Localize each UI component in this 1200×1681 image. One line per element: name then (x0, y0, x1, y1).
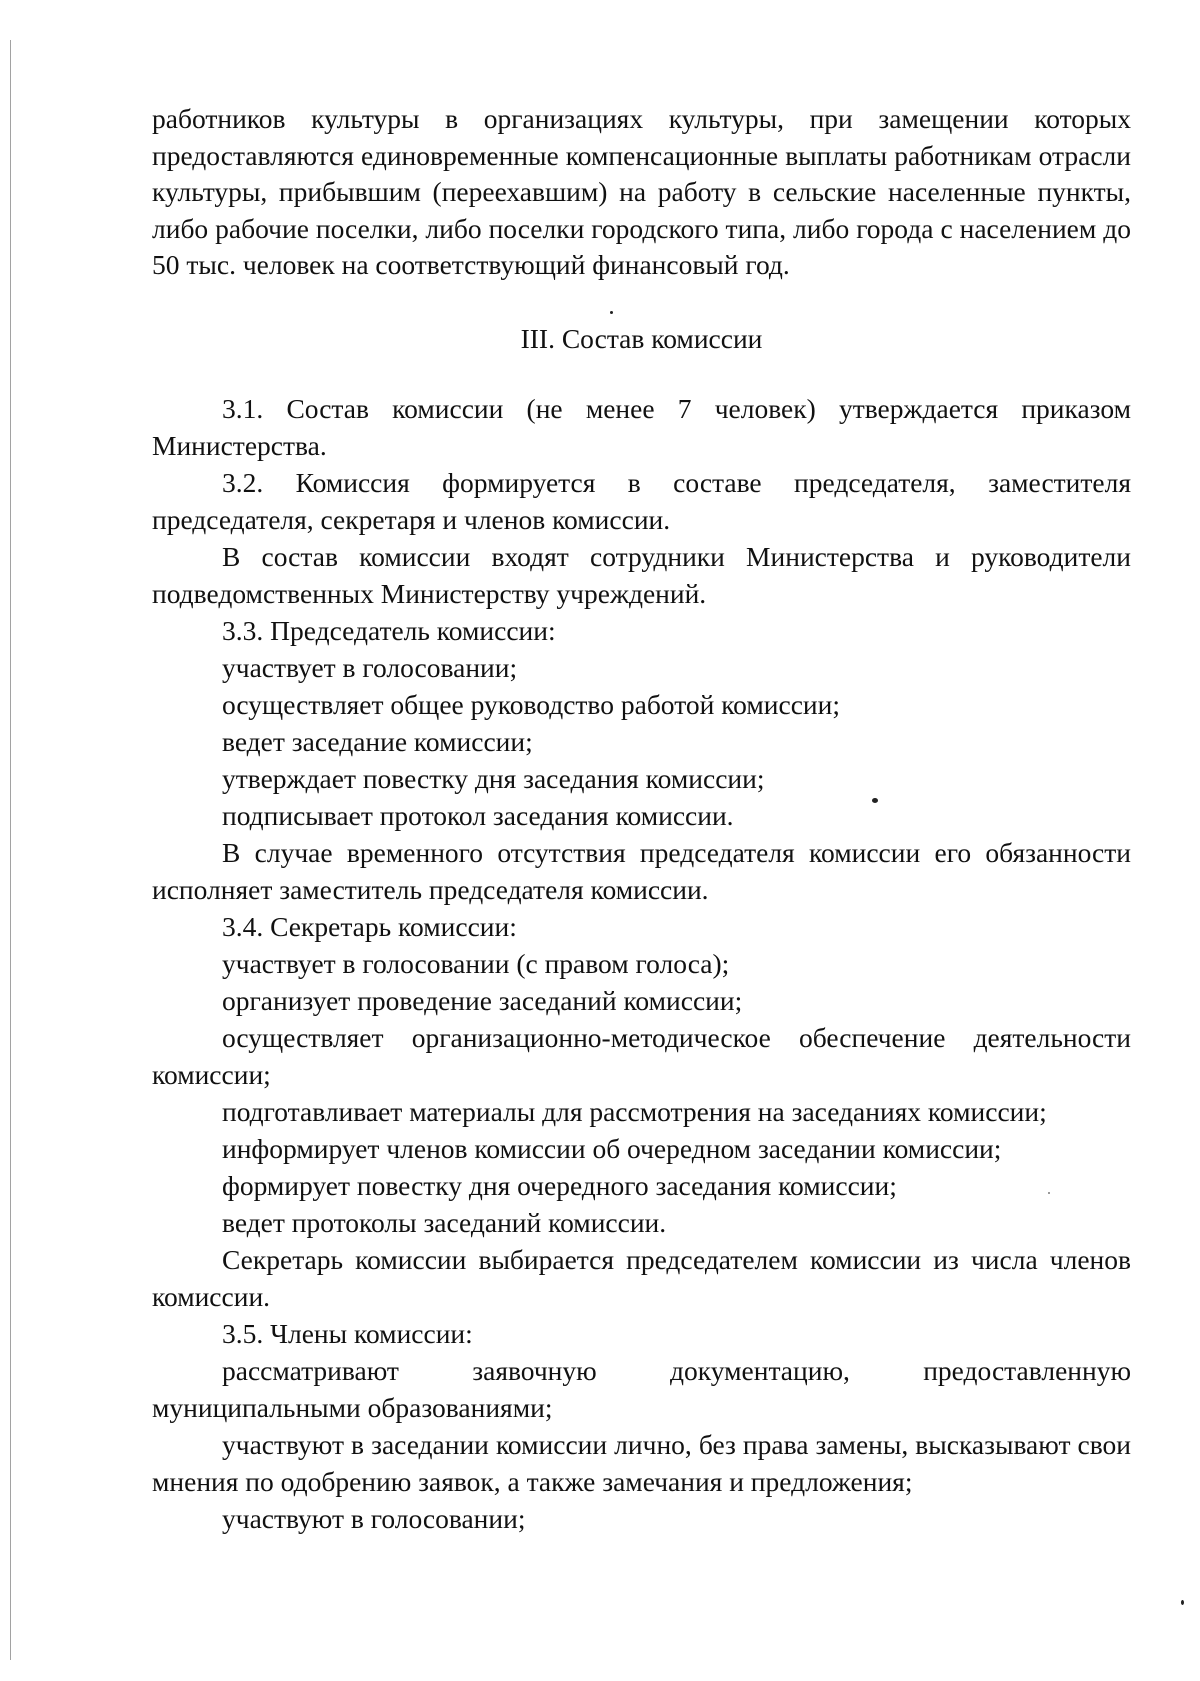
list-item: комиссии; (152, 1059, 271, 1090)
list-item: ведет заседание комиссии; (222, 726, 533, 757)
list-item: организует проведение заседаний комиссии; (222, 985, 743, 1016)
paragraph-line: подведомственных Министерству учреждений. (152, 578, 707, 609)
intro-line: работников культуры в организациях культуры, при замещении которых (152, 103, 1131, 134)
list-item: муниципальными образованиями; (152, 1392, 553, 1423)
scan-speck (872, 798, 878, 803)
list-item: подписывает протокол заседания комиссии. (222, 800, 734, 831)
intro-line: либо рабочие поселки, либо поселки городского типа, либо города с населением до (152, 213, 1131, 244)
scan-speck (1181, 1600, 1184, 1605)
paragraph-line: 3.3. Председатель комиссии: (222, 615, 556, 646)
list-item: осуществляет организационно-методическое обеспечение деятельности (222, 1022, 1131, 1053)
list-item: подготавливает материалы для рассмотрения на заседаниях комиссии; (222, 1096, 1047, 1127)
intro-line: предоставляются единовременные компенсационные выплаты работникам отрасли (152, 140, 1131, 171)
paragraph-line: 3.2. Комиссия формируется в составе председателя, заместителя (222, 467, 1131, 498)
list-item: информирует членов комиссии об очередном заседании комиссии; (222, 1133, 1002, 1164)
paragraph-line: В случае временного отсутствия председателя комиссии его обязанности (222, 837, 1131, 868)
list-item: участвуют в голосовании; (222, 1503, 526, 1534)
paragraph-line: исполняет заместитель председателя комиссии. (152, 874, 709, 905)
list-item: утверждает повестку дня заседания комиссии; (222, 763, 765, 794)
intro-line: культуры, прибывшим (переехавшим) на работу в сельские населенные пункты, (152, 176, 1131, 207)
list-item: мнения по одобрению заявок, а также замечания и предложения; (152, 1466, 913, 1497)
list-item: формирует повестку дня очередного заседания комиссии; (222, 1170, 897, 1201)
list-item: осуществляет общее руководство работой комиссии; (222, 689, 840, 720)
list-item: рассматривают заявочную документацию, предоставленную (222, 1355, 1131, 1386)
intro-line: 50 тыс. человек на соответствующий финансовый год. (152, 249, 790, 280)
paragraph-line: председателя, секретаря и членов комиссии. (152, 504, 671, 535)
list-item: участвует в голосовании; (222, 652, 518, 683)
list-item: ведет протоколы заседаний комиссии. (222, 1207, 667, 1238)
paragraph-line: 3.1. Состав комиссии (не менее 7 человек) утверждается приказом (222, 393, 1131, 424)
list-item: участвуют в заседании комиссии лично, без права замены, высказывают свои (222, 1429, 1131, 1460)
paragraph-line: комиссии. (152, 1281, 271, 1312)
paragraph-line: Министерства. (152, 430, 327, 461)
scan-speck (610, 311, 613, 314)
paragraph-line: 3.5. Члены комиссии: (222, 1318, 473, 1349)
paragraph-line: Секретарь комиссии выбирается председателем комиссии из числа членов (222, 1244, 1131, 1275)
paragraph-line: В состав комиссии входят сотрудники Министерства и руководители (222, 541, 1131, 572)
section-title: III. Состав комиссии (520, 323, 763, 354)
scan-speck (1048, 1192, 1050, 1194)
list-item: участвует в голосовании (с правом голоса); (222, 948, 730, 979)
paragraph-line: 3.4. Секретарь комиссии: (222, 911, 517, 942)
scan-edge-line (10, 40, 11, 1660)
